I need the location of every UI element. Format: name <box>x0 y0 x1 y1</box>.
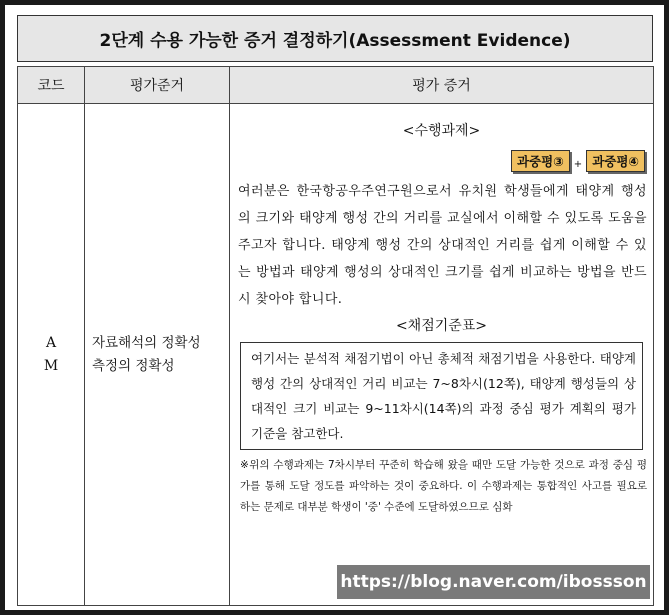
table-row <box>18 104 654 606</box>
header-criteria: 평가준거 <box>85 67 230 104</box>
watermark-url: https://blog.naver.com/ibossson <box>337 565 650 599</box>
footnote: ※위의 수행과제는 7차시부터 꾸준히 학습해 왔을 때만 도달 가능한 것으로 과정 중심 평가를 통해 도달 정도를 파악하는 것이 중요하다. 이 수행과제는 통합적인 사고를 필요로 하는 문제로 대부분 학생이 '중' 수준에 도달하였으므로 심화 <box>240 459 647 513</box>
badge-process-eval-4: 과중평④ <box>586 150 645 172</box>
code-line: M <box>43 357 59 374</box>
criteria-line: 자료해석의 정확성 <box>92 334 201 351</box>
criteria-line: 측정의 정확성 <box>92 357 175 374</box>
page-title: 2단계 수용 가능한 증거 결정하기(Assessment Evidence) <box>17 15 653 62</box>
badge-joiner: + <box>573 158 583 170</box>
task-description: 여러분은 한국항공우주연구원으로서 유치원 학생들에게 태양계 행성의 크기와 태양계 행성 간의 거리를 교실에서 이해할 수 있도록 도움을 주고자 합니다. 태양계 행성 간의 상대적인 거리를 쉽게 이해할 수 있는 방법과 태양계 행성의 상대적인 크기를 쉽게 비교하는 방법을 반드시 찾아야 합니다. <box>238 184 647 307</box>
header-evidence: 평가 증거 <box>230 67 654 104</box>
rubric-title: <채점기준표> <box>395 318 488 334</box>
badge-group <box>230 150 645 172</box>
rubric-box: 여기서는 분석적 채점기법이 아닌 총체적 채점기법을 사용한다. 태양계 행성 간의 상대적인 거리 비교는 7~8차시(12쪽), 태양계 행성들의 상대적인 크기 비교는 9~11차시(14쪽)의 과정 중심 평가 계획의 평가 기준을 참고한다. <box>240 342 643 450</box>
code-cell <box>18 104 85 606</box>
badge-process-eval-3: 과중평③ <box>511 150 570 172</box>
criteria-cell <box>85 104 230 606</box>
header-row <box>18 67 654 104</box>
assessment-table <box>17 66 654 606</box>
header-code: 코드 <box>18 67 85 104</box>
code-line: A <box>45 334 57 351</box>
task-title: <수행과제> <box>402 123 481 139</box>
evidence-cell <box>230 104 654 606</box>
